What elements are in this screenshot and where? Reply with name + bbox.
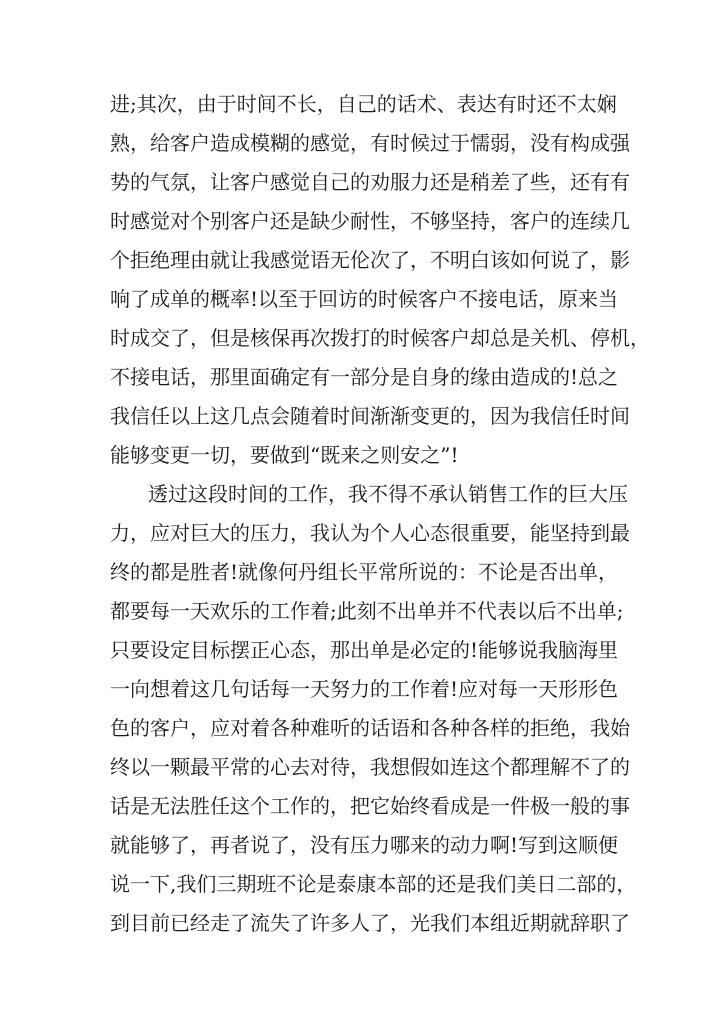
text-line: 就能够了，再者说了，没有压力哪来的动力啊!写到这顺便 [110,833,619,857]
text-line: 进;其次，由于时间不长，自己的话术、表达有时还不太娴 [110,92,617,116]
text-line: 势的气氛，让客户感觉自己的劝服力还是稍差了些，还有有 [110,170,630,194]
text-line: 不接电话，那里面确定有一部分是自身的缘由造成的!总之 [110,365,619,389]
text-line: 响了成单的概率!以至于回访的时候客户不接电话，原来当 [110,287,619,311]
text-line: 时成交了，但是核保再次拨打的时候客户却总是关机、停机， [110,326,650,350]
text-line: 终的都是胜者!就像何丹组长平常所说的：不论是否出单， [110,560,619,584]
text-line: 时感觉对个别客户还是缺少耐性，不够坚持，客户的连续几 [110,209,630,233]
text-line: 个拒绝理由就让我感觉语无伦次了，不明白该如何说了，影 [110,248,630,272]
text-line: 话是无法胜任这个工作的，把它始终看成是一件极一般的事 [110,794,630,818]
paragraph-first-line: 透过这段时间的工作，我不得不承认销售工作的巨大压 [148,482,628,506]
text-line: 只要设定目标摆正心态，那出单是必定的!能够说我脑海里 [110,638,619,662]
text-line: 到目前已经走了流失了许多人了，光我们本组近期就辞职了 [110,911,630,935]
text-line: 我信任以上这几点会随着时间渐渐变更的，因为我信任时间 [110,404,630,428]
text-line: 熟，给客户造成模糊的感觉，有时候过于懦弱，没有构成强 [110,131,630,155]
text-line: 能够变更一切，要做到“既来之则安之”! [110,443,459,467]
text-line: 一向想着这几句话每一天努力的工作着!应对每一天形形色 [110,677,619,701]
text-line: 力，应对巨大的压力，我认为个人心态很重要，能坚持到最 [110,521,630,545]
text-line: 都要每一天欢乐的工作着;此刻不出单并不代表以后不出单; [110,599,624,623]
text-line: 色的客户，应对着各种难听的话语和各种各样的拒绝，我始 [110,716,630,740]
text-line: 终以一颗最平常的心去对待，我想假如连这个都理解不了的 [110,755,630,779]
text-line: 说一下,我们三期班不论是泰康本部的还是我们美日二部的， [110,872,637,896]
